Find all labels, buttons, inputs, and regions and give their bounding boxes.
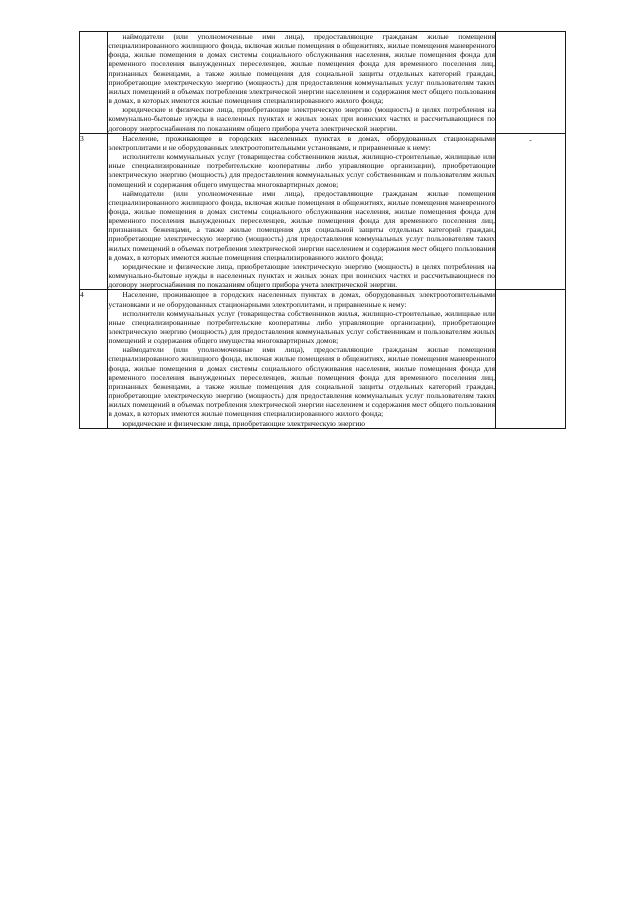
paragraph: юридические и физические лица, приобретающие электрическую энергию [122,418,366,428]
paragraph: наймодатели (или уполномоченные ими лица), предоставляющие гражданам жилые помещения специализированного жилищного фонда, включая жилые помещения в общежитиях, жилые помещения маневренного фонда, жилые помещения в домах системы социального обслуживания населения, жилые помещения фонда для временного поселения вынужденных переселенцев, жилые помещения фонда для временного поселения лиц, признанных беженцами, а также жилые помещения для социальной защиты отдельных категорий граждан, приобретающие электрическую энергию (мощность) для предоставления коммунальных услуг пользователям таких жилых помещений в объемах потребления электрической энергии населением и содержания мест общего пользования в домах, в которых имеются жилые помещения специализированного жилого фонда; [108,32,495,106]
row-description [108,32,496,134]
row-description [108,133,496,290]
row-description [108,290,496,428]
table-row [80,32,566,134]
paragraph: Население, проживающее в городских населенных пунктах в домах, оборудованных стационарными электроплитами и не оборудованных электроотопительными установками, и приравненные к нему: [108,133,495,152]
paragraph: юридические и физические лица, приобретающие электрическую энергию (мощность) в целях потребления на коммунально-бытовые нужды в населенных пунктах и жилых зонах при воинских частях и рассчитывающиеся по договору энергоснабжения по показаниям общего прибора учета электрической энергии. [108,105,495,133]
table-row [80,290,566,428]
row-number: 3 [80,133,108,290]
dash-value: - [529,134,532,144]
row-value [495,32,565,134]
paragraph: Население, проживающее в городских населенных пунктах в домах, оборудованных электроотопительными установками и не оборудованных стационарными электроплитами, и приравненные к нему: [108,290,495,309]
paragraph: наймодатели (или уполномоченные ими лица), предоставляющие гражданам жилые помещения специализированного жилищного фонда, включая жилые помещения в общежитиях, жилые помещения маневренного фонда, жилые помещения в домах системы социального обслуживания населения, жилые помещения фонда для временного поселения вынужденных переселенцев, жилые помещения фонда для временного поселения лиц, признанных беженцами, а также жилые помещения для социальной защиты отдельных категорий граждан, приобретающие электрическую энергию (мощность) для предоставления коммунальных услуг пользователям таких жилых помещений в объемах потребления электрической энергии населением и содержания мест общего пользования в домах, в которых имеются жилые помещения специализированного жилого фонда; [108,345,495,419]
row-number: 4 [80,290,108,428]
paragraph: юридические и физические лица, приобретающие электрическую энергию (мощность) в целях потребления на коммунально-бытовые нужды в населенных пунктах и жилых зонах при воинских частях и рассчитывающиеся по договору энергоснабжения по показаниям общего прибора учета электрической энергии. [108,261,495,290]
paragraph: наймодатели (или уполномоченные ими лица), предоставляющие гражданам жилые помещения специализированного жилищного фонда, включая жилые помещения в общежитиях, жилые помещения маневренного фонда, жилые помещения в домах системы социального обслуживания населения, жилые помещения фонда для временного поселения вынужденных переселенцев, жилые помещения фонда для временного поселения лиц, признанных беженцами, а также жилые помещения для социальной защиты отдельных категорий граждан, приобретающие электрическую энергию (мощность) для предоставления коммунальных услуг пользователям таких жилых помещений в объемах потребления электрической энергии населением и содержания мест общего пользования в домах, в которых имеются жилые помещения специализированного жилого фонда; [108,188,495,262]
paragraph: исполнители коммунальных услуг (товарищества собственников жилья, жилищно-строительные, жилищные или иные специализированные потребительские кооперативы либо управляющие организации), приобретающие электрическую энергию (мощность) для предоставления коммунальных услуг собственникам и пользователям жилых помещений и содержания общего имущества многоквартирных домов; [108,308,495,346]
paragraph: исполнители коммунальных услуг (товарищества собственников жилья, жилищно-строительные, жилищные или иные специализированные потребительские кооперативы либо управляющие организации), приобретающие электрическую энергию (мощность) для предоставления коммунальных услуг собственникам и пользователям жилых помещений и содержания общего имущества многоквартирных домов; [108,152,495,189]
row-value [495,290,565,428]
table-row [80,133,566,290]
tariff-table [79,31,566,429]
row-number [80,32,108,134]
row-value [495,133,565,290]
